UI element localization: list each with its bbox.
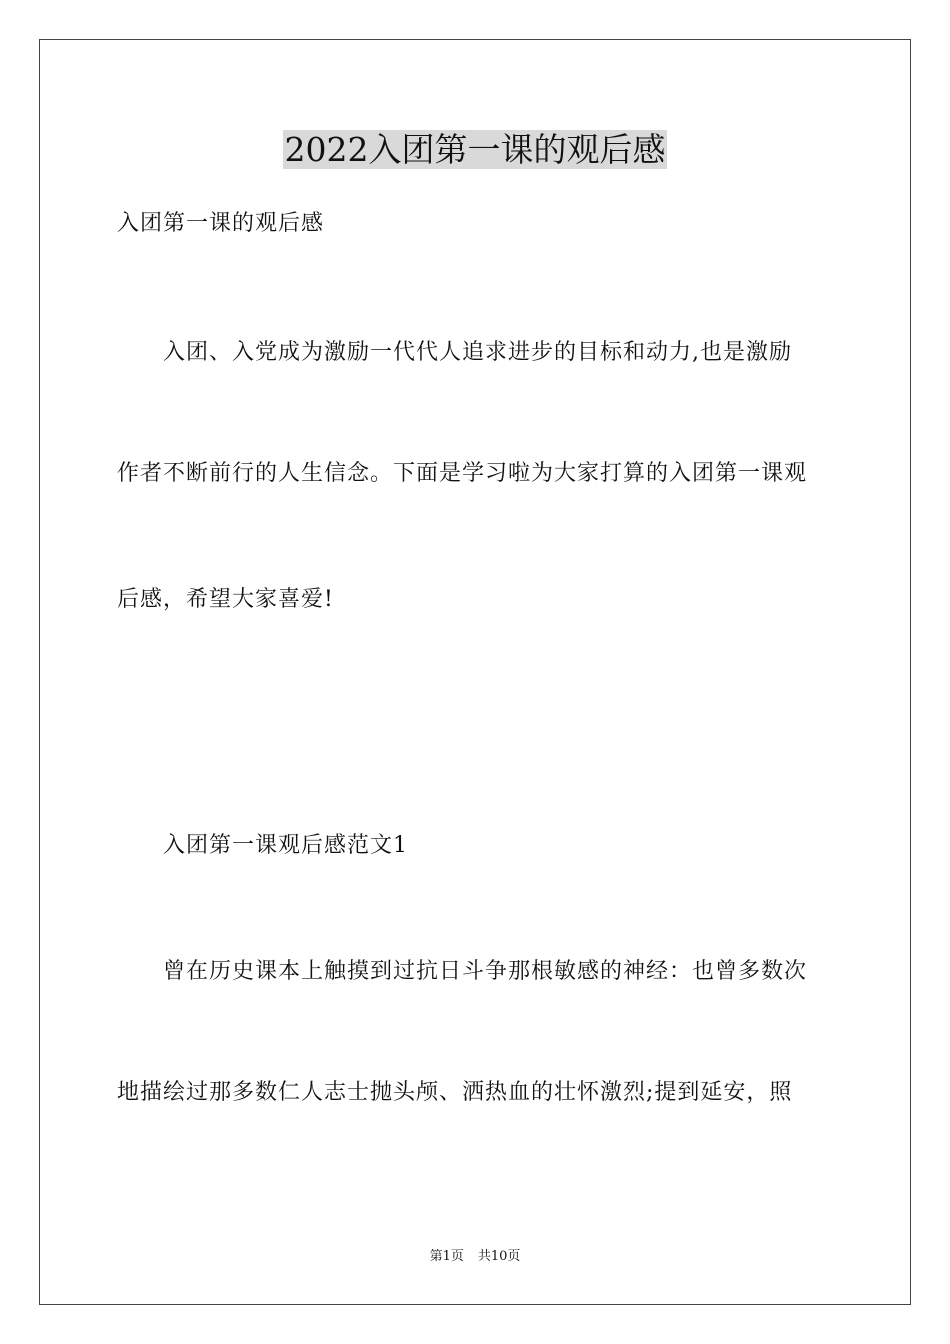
paragraph-line: 曾在历史课本上触摸到过抗日斗争那根敏感的神经：也曾多数次 bbox=[163, 959, 808, 984]
page-number-current: 第1页 bbox=[429, 1249, 464, 1264]
paragraph-line: 入团、入党成为激励一代代人追求进步的目标和动力,也是激励 bbox=[163, 340, 792, 365]
document-subtitle: 入团第一课的观后感 bbox=[117, 211, 325, 236]
document-title bbox=[0, 128, 950, 172]
paragraph-line: 作者不断前行的人生信念。下面是学习啦为大家打算的入团第一课观 bbox=[117, 461, 808, 486]
document-title-text: 2022入团第一课的观后感 bbox=[284, 130, 666, 169]
page-footer bbox=[0, 1248, 950, 1266]
paragraph-line: 后感，希望大家喜爱! bbox=[117, 587, 334, 612]
section-heading: 入团第一课观后感范文1 bbox=[163, 833, 408, 858]
page-number-total: 共10页 bbox=[477, 1249, 521, 1264]
paragraph-line: 地描绘过那多数仁人志士抛头颅、洒热血的壮怀激烈;提到延安，照 bbox=[117, 1080, 793, 1105]
